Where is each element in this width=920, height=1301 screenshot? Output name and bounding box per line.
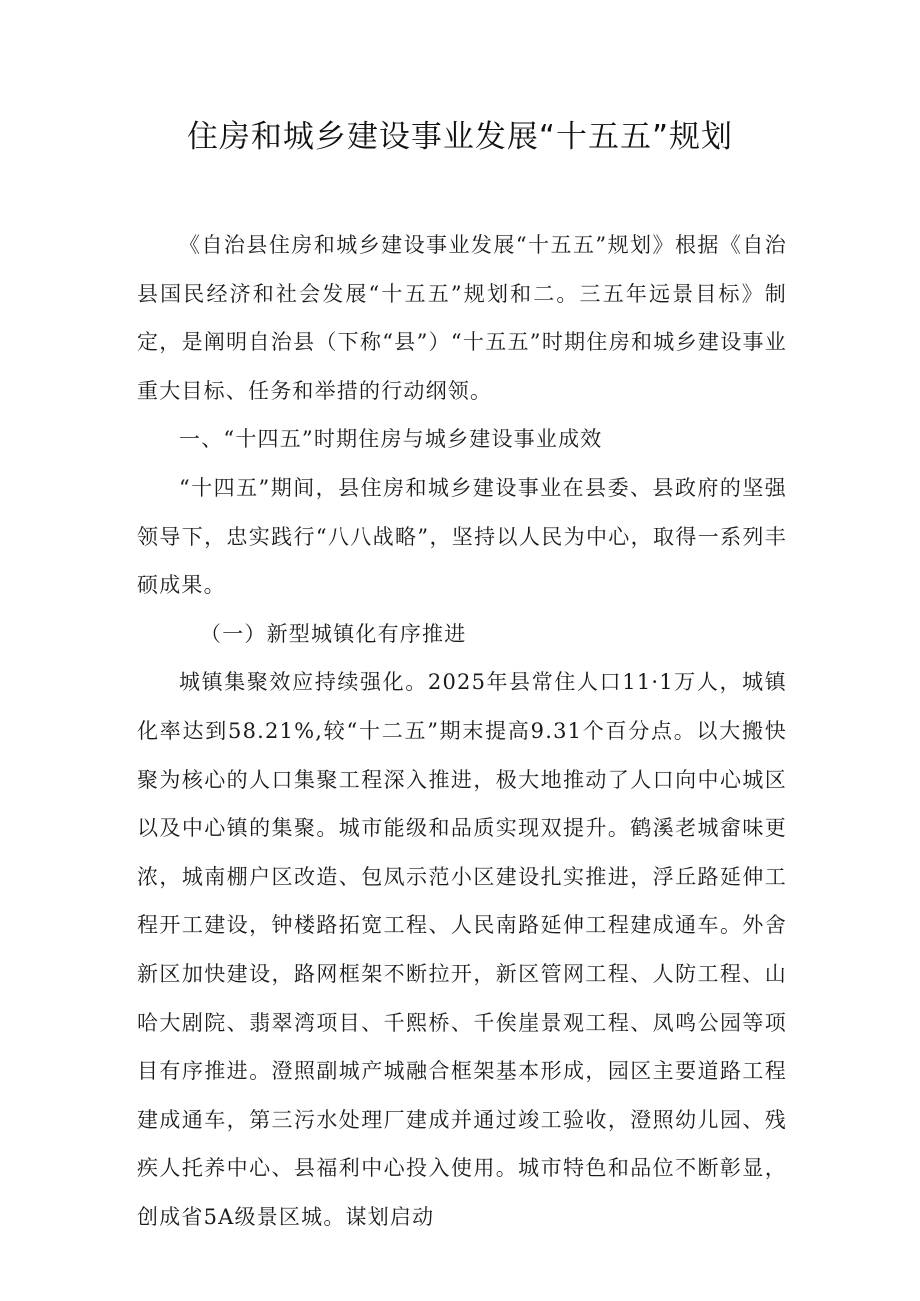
subsection-heading: （一）新型城镇化有序推进	[200, 621, 467, 646]
document-body	[137, 221, 787, 1241]
intro-paragraph: 《自治县住房和城乡建设事业发展“十五五”规划》根据《自治县国民经济和社会发展“十五五”规划和二。三五年远景目标》制定，是阐明自治县（下称“县”）“十五五”时期住房和城乡建设事业重大目标、任务和举措的行动纲领。	[137, 233, 787, 403]
body-paragraph: 城镇集聚效应持续强化。2025年县常住人口11·1万人，城镇化率达到58.21%,较“十二五”期末提高9.31个百分点。以大搬快聚为核心的人口集聚工程深入推进，极大地推动了人口向中心城区以及中心镇的集聚。城市能级和品质实现双提升。鹤溪老城畲味更浓，城南棚户区改造、包凤示范小区建设扎实推进，浮丘路延伸工程开工建设，钟楼路拓宽工程、人民南路延伸工程建成通车。外舍新区加快建设，路网框架不断拉开，新区管网工程、人防工程、山哈大剧院、翡翠湾项目、千熙桥、千俟崖景观工程、凤鸣公园等项目有序推进。澄照副城产城融合框架基本形成，园区主要道路工程建成通车，第三污水处理厂建成并通过竣工验收，澄照幼儿园、残疾人托养中心、县福利中心投入使用。城市特色和品位不断彰显，创成省5A级景区城。谋划启动	[137, 670, 787, 1229]
section-heading: 一、“十四五”时期住房与城乡建设事业成效	[179, 427, 603, 452]
section-intro-paragraph: “十四五”期间，县住房和城乡建设事业在县委、县政府的坚强领导下，忠实践行“八八战略”，坚持以人民为中心，取得一系列丰硕成果。	[137, 475, 787, 598]
page-title: 住房和城乡建设事业发展“十五五”规划	[186, 119, 734, 155]
